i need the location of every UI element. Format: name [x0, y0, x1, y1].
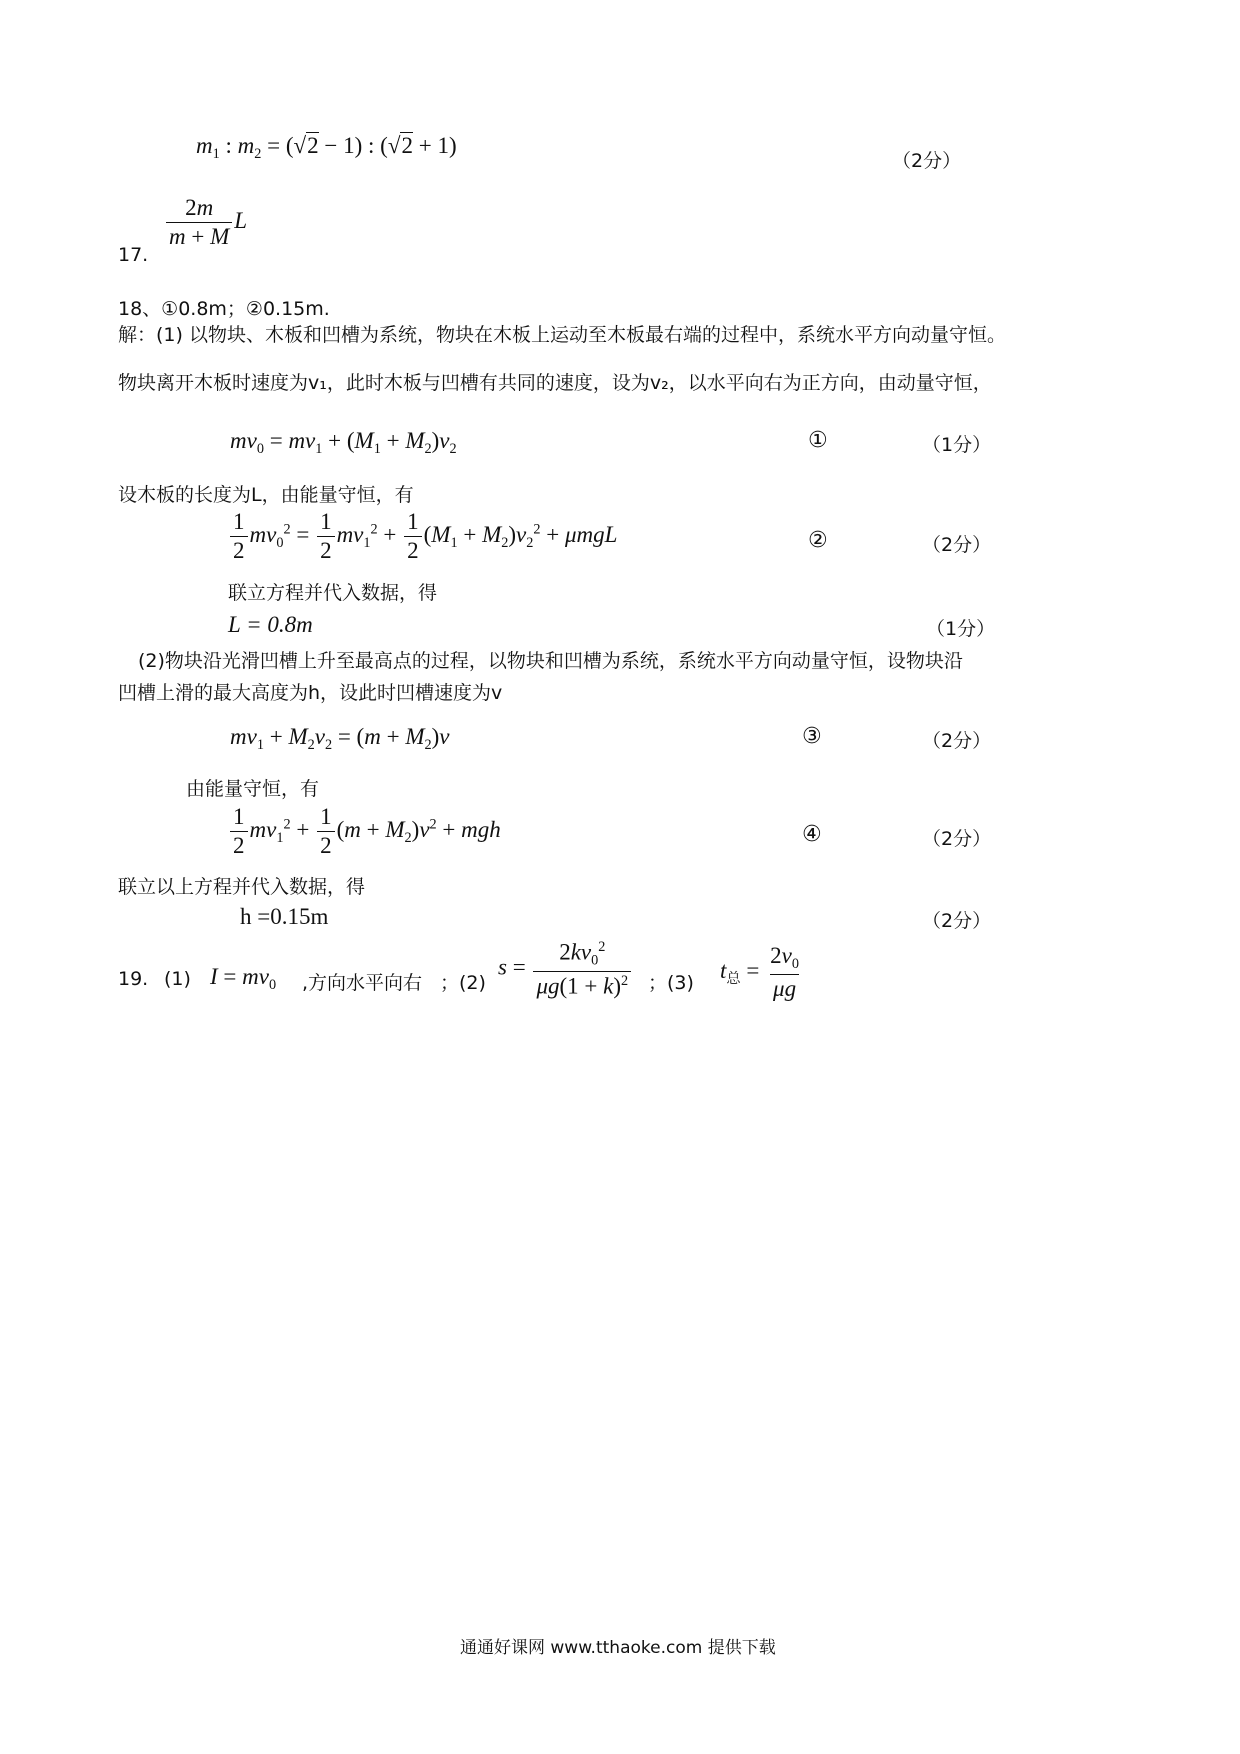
part-label: ；(3)	[648, 972, 694, 994]
q19-impulse: $I = mv_0$	[210, 964, 277, 993]
result-L: L = 0.8m	[228, 612, 313, 637]
paragraph: 凹槽上滑的最大高度为h，设此时凹槽速度为v	[118, 682, 503, 704]
paragraph: 设木板的长度为L，由能量守恒，有	[118, 484, 414, 506]
q17-answer: $\frac{2m}{m + M}$ L	[164, 196, 247, 249]
equation-4: $\frac{1}{2}$ $mv_1^2$ + $\frac{1}{2}$ $(m + M_2)v^2$ + mgh	[228, 805, 501, 858]
equation-label: ④	[802, 822, 822, 847]
score: （1分）	[922, 434, 992, 456]
question-number: 17.	[118, 244, 149, 266]
paragraph: 解：(1) 以物块、木板和凹槽为系统，物块在木板上运动至木板最右端的过程中，系统水平方向动量守恒。	[118, 324, 1006, 346]
part-label: (1)	[164, 968, 191, 990]
result-h: h =0.15m	[240, 904, 329, 929]
paragraph: (2)物块沿光滑凹槽上升至最高点的过程，以物块和凹槽为系统，系统水平方向动量守恒，设物块沿	[138, 650, 963, 672]
equation-1: $mv_0 = mv_1 + (M_1 + M_2)v_2$	[230, 428, 457, 457]
equation-label: ③	[802, 724, 822, 749]
paragraph: 联立方程并代入数据，得	[228, 582, 438, 604]
equation-label: ②	[808, 528, 828, 553]
question-header: 18、①0.8m；②0.15m.	[118, 298, 330, 320]
score: （2分）	[922, 730, 992, 752]
score: （1分）	[926, 618, 996, 640]
score: （2分）	[922, 910, 992, 932]
q19-time: $t_总$ = $\frac{2v_0}{\mu g}$	[720, 943, 799, 1001]
paragraph: 联立以上方程并代入数据，得	[118, 876, 366, 898]
score: （2分）	[922, 828, 992, 850]
equation-3: $mv_1 + M_2v_2 = (m + M_2)v$	[230, 724, 450, 753]
part-label: ；(2)	[440, 972, 486, 994]
equation-2: $\frac{1}{2}$ $mv_0^2$ = $\frac{1}{2}$ $mv_1^2$ + $\frac{1}{2}$ $(M_1 + M_2)v_2^2 + \mu mgL$	[228, 510, 617, 563]
paragraph: ,方向水平向右	[302, 972, 423, 994]
paragraph: 物块离开木板时速度为v₁，此时木板与凹槽有共同的速度，设为v₂，以水平向右为正方向，由动量守恒，	[118, 372, 992, 394]
q19-distance: s = $\frac{2kv_0^2}{\mu g(1 + k)^2}$	[498, 940, 633, 998]
paragraph: 由能量守恒，有	[186, 778, 320, 800]
mass-ratio-equation: $m_1$ : $m_2 = (√2 - 1)$ : (√2 + 1)	[196, 133, 457, 162]
score: （2分）	[922, 534, 992, 556]
score: （2分）	[892, 150, 962, 172]
footer-text: 通通好课网 www.tthaoke.com 提供下载	[460, 1638, 776, 1658]
equation-label: ①	[808, 428, 828, 453]
question-number: 19.	[118, 968, 149, 990]
